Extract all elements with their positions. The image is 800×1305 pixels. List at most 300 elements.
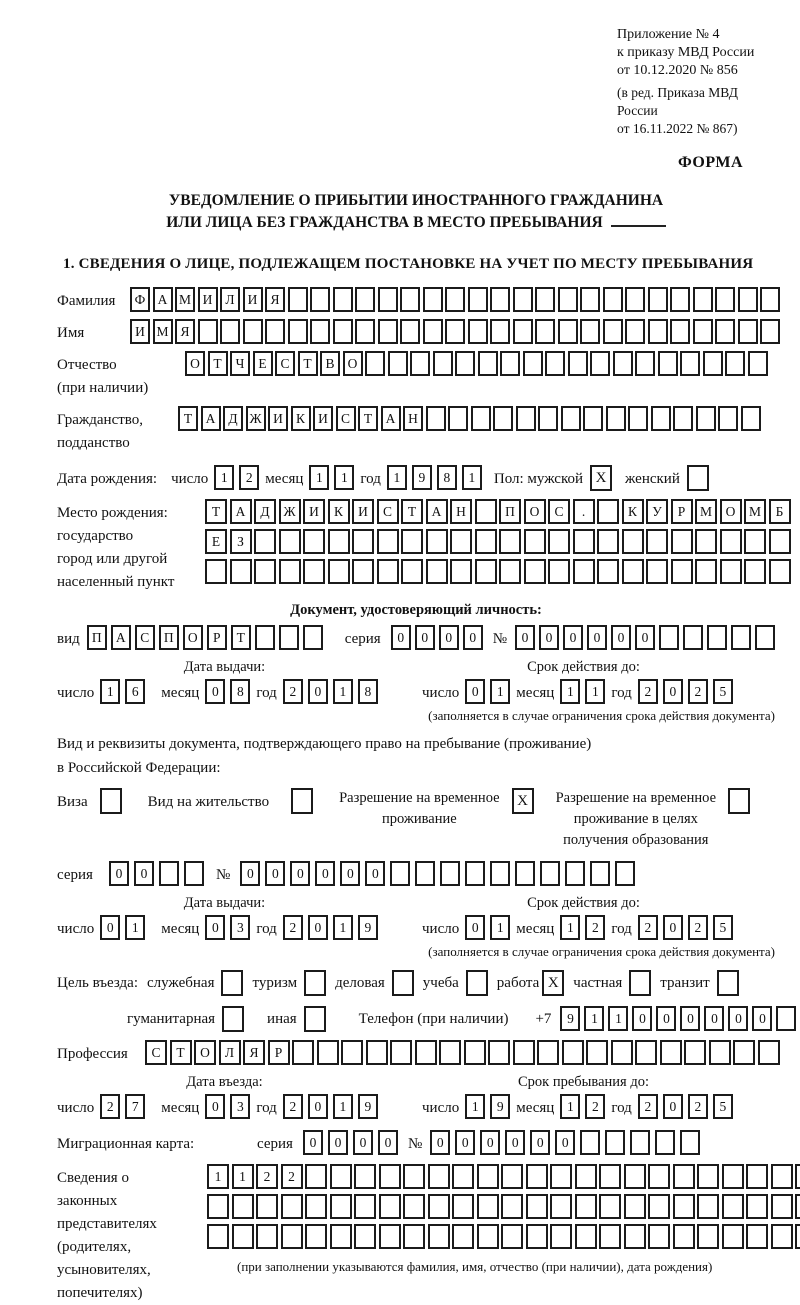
char-cell[interactable] bbox=[450, 559, 472, 584]
char-cell[interactable] bbox=[695, 559, 717, 584]
char-cell[interactable]: С bbox=[377, 499, 399, 524]
char-cell[interactable]: А bbox=[230, 499, 252, 524]
char-cell[interactable]: Ч bbox=[230, 351, 250, 376]
char-cell[interactable]: 9 bbox=[412, 465, 432, 490]
char-cell[interactable]: 2 bbox=[638, 915, 658, 940]
char-cell[interactable]: 0 bbox=[587, 625, 607, 650]
char-cell[interactable]: 2 bbox=[688, 1094, 708, 1119]
char-cell[interactable] bbox=[428, 1224, 450, 1249]
char-cell[interactable] bbox=[352, 529, 374, 554]
char-cell[interactable] bbox=[648, 319, 668, 344]
char-cell[interactable]: К bbox=[328, 499, 350, 524]
char-cell[interactable] bbox=[501, 1224, 523, 1249]
char-cell[interactable]: 9 bbox=[358, 1094, 378, 1119]
char-cell[interactable]: 0 bbox=[455, 1130, 475, 1155]
purpose-study-checkbox[interactable] bbox=[466, 970, 488, 996]
char-cell[interactable]: С bbox=[135, 625, 155, 650]
char-cell[interactable] bbox=[624, 1224, 646, 1249]
char-cell[interactable] bbox=[379, 1194, 401, 1219]
char-cell[interactable]: 1 bbox=[333, 679, 353, 704]
char-cell[interactable] bbox=[580, 287, 600, 312]
char-cell[interactable] bbox=[568, 351, 588, 376]
char-cell[interactable] bbox=[305, 1224, 327, 1249]
purpose-private-checkbox[interactable] bbox=[629, 970, 651, 996]
sex-male-checkbox[interactable]: X bbox=[590, 465, 612, 491]
char-cell[interactable] bbox=[550, 1194, 572, 1219]
purpose-official-checkbox[interactable] bbox=[221, 970, 243, 996]
char-cell[interactable] bbox=[746, 1224, 768, 1249]
char-cell[interactable] bbox=[303, 559, 325, 584]
char-cell[interactable]: Л bbox=[220, 287, 240, 312]
char-cell[interactable] bbox=[400, 319, 420, 344]
char-cell[interactable] bbox=[583, 406, 603, 431]
char-cell[interactable] bbox=[230, 559, 252, 584]
char-cell[interactable]: И bbox=[268, 406, 288, 431]
char-cell[interactable] bbox=[720, 529, 742, 554]
char-cell[interactable]: 0 bbox=[539, 625, 559, 650]
temp-permit-checkbox[interactable]: X bbox=[512, 788, 534, 814]
char-cell[interactable]: Д bbox=[223, 406, 243, 431]
char-cell[interactable] bbox=[355, 287, 375, 312]
char-cell[interactable] bbox=[243, 319, 263, 344]
char-cell[interactable] bbox=[597, 559, 619, 584]
char-cell[interactable]: 0 bbox=[308, 1094, 328, 1119]
char-cell[interactable] bbox=[288, 287, 308, 312]
char-cell[interactable]: 5 bbox=[713, 1094, 733, 1119]
char-cell[interactable]: 0 bbox=[290, 861, 310, 886]
char-cell[interactable]: М bbox=[175, 287, 195, 312]
char-cell[interactable] bbox=[388, 351, 408, 376]
char-cell[interactable]: 0 bbox=[663, 679, 683, 704]
char-cell[interactable] bbox=[403, 1194, 425, 1219]
char-cell[interactable] bbox=[310, 287, 330, 312]
char-cell[interactable] bbox=[562, 1040, 584, 1065]
char-cell[interactable]: Т bbox=[401, 499, 423, 524]
char-cell[interactable] bbox=[725, 351, 745, 376]
char-cell[interactable]: 0 bbox=[611, 625, 631, 650]
char-cell[interactable] bbox=[538, 406, 558, 431]
char-cell[interactable] bbox=[586, 1040, 608, 1065]
char-cell[interactable] bbox=[288, 319, 308, 344]
char-cell[interactable]: Н bbox=[403, 406, 423, 431]
char-cell[interactable]: 0 bbox=[353, 1130, 373, 1155]
char-cell[interactable] bbox=[624, 1164, 646, 1189]
char-cell[interactable]: 1 bbox=[334, 465, 354, 490]
char-cell[interactable] bbox=[630, 1130, 650, 1155]
char-cell[interactable] bbox=[628, 406, 648, 431]
char-cell[interactable] bbox=[426, 559, 448, 584]
char-cell[interactable] bbox=[465, 861, 485, 886]
char-cell[interactable] bbox=[523, 351, 543, 376]
char-cell[interactable]: С bbox=[145, 1040, 167, 1065]
char-cell[interactable] bbox=[452, 1224, 474, 1249]
char-cell[interactable]: 2 bbox=[638, 679, 658, 704]
char-cell[interactable]: 0 bbox=[240, 861, 260, 886]
char-cell[interactable] bbox=[715, 287, 735, 312]
char-cell[interactable] bbox=[220, 319, 240, 344]
char-cell[interactable] bbox=[651, 406, 671, 431]
char-cell[interactable]: С bbox=[548, 499, 570, 524]
char-cell[interactable] bbox=[624, 1194, 646, 1219]
char-cell[interactable] bbox=[659, 625, 679, 650]
char-cell[interactable] bbox=[317, 1040, 339, 1065]
char-cell[interactable]: 0 bbox=[205, 679, 225, 704]
char-cell[interactable] bbox=[232, 1194, 254, 1219]
char-cell[interactable]: 0 bbox=[465, 679, 485, 704]
char-cell[interactable]: О bbox=[194, 1040, 216, 1065]
char-cell[interactable]: 7 bbox=[125, 1094, 145, 1119]
char-cell[interactable] bbox=[795, 1194, 800, 1219]
char-cell[interactable] bbox=[303, 529, 325, 554]
char-cell[interactable]: 8 bbox=[437, 465, 457, 490]
char-cell[interactable]: 0 bbox=[365, 861, 385, 886]
char-cell[interactable]: 0 bbox=[680, 1006, 700, 1031]
char-cell[interactable]: И bbox=[303, 499, 325, 524]
char-cell[interactable]: 0 bbox=[505, 1130, 525, 1155]
char-cell[interactable]: 0 bbox=[555, 1130, 575, 1155]
char-cell[interactable] bbox=[746, 1164, 768, 1189]
char-cell[interactable] bbox=[769, 559, 791, 584]
char-cell[interactable]: 1 bbox=[608, 1006, 628, 1031]
char-cell[interactable] bbox=[513, 319, 533, 344]
char-cell[interactable] bbox=[524, 559, 546, 584]
visa-checkbox[interactable] bbox=[100, 788, 122, 814]
char-cell[interactable] bbox=[516, 406, 536, 431]
char-cell[interactable]: 3 bbox=[230, 915, 250, 940]
char-cell[interactable]: 8 bbox=[358, 679, 378, 704]
char-cell[interactable] bbox=[709, 1040, 731, 1065]
char-cell[interactable]: 0 bbox=[656, 1006, 676, 1031]
char-cell[interactable] bbox=[573, 529, 595, 554]
char-cell[interactable] bbox=[697, 1194, 719, 1219]
char-cell[interactable]: А bbox=[201, 406, 221, 431]
char-cell[interactable] bbox=[292, 1040, 314, 1065]
char-cell[interactable] bbox=[256, 1224, 278, 1249]
char-cell[interactable] bbox=[477, 1194, 499, 1219]
char-cell[interactable]: 0 bbox=[728, 1006, 748, 1031]
char-cell[interactable] bbox=[426, 529, 448, 554]
char-cell[interactable] bbox=[670, 287, 690, 312]
char-cell[interactable] bbox=[401, 559, 423, 584]
char-cell[interactable] bbox=[354, 1194, 376, 1219]
char-cell[interactable] bbox=[352, 559, 374, 584]
char-cell[interactable] bbox=[333, 287, 353, 312]
char-cell[interactable] bbox=[613, 351, 633, 376]
char-cell[interactable] bbox=[741, 406, 761, 431]
char-cell[interactable]: 0 bbox=[308, 679, 328, 704]
char-cell[interactable] bbox=[550, 1164, 572, 1189]
char-cell[interactable] bbox=[733, 1040, 755, 1065]
char-cell[interactable] bbox=[561, 406, 581, 431]
char-cell[interactable]: 1 bbox=[490, 679, 510, 704]
char-cell[interactable]: 9 bbox=[490, 1094, 510, 1119]
char-cell[interactable]: 0 bbox=[480, 1130, 500, 1155]
char-cell[interactable] bbox=[635, 351, 655, 376]
char-cell[interactable]: 0 bbox=[265, 861, 285, 886]
char-cell[interactable] bbox=[771, 1224, 793, 1249]
char-cell[interactable] bbox=[671, 559, 693, 584]
char-cell[interactable] bbox=[758, 1040, 780, 1065]
char-cell[interactable] bbox=[423, 319, 443, 344]
char-cell[interactable] bbox=[695, 529, 717, 554]
char-cell[interactable] bbox=[526, 1224, 548, 1249]
char-cell[interactable] bbox=[513, 1040, 535, 1065]
char-cell[interactable] bbox=[599, 1194, 621, 1219]
char-cell[interactable] bbox=[575, 1164, 597, 1189]
char-cell[interactable]: Р bbox=[268, 1040, 290, 1065]
char-cell[interactable]: М bbox=[153, 319, 173, 344]
char-cell[interactable]: Р bbox=[207, 625, 227, 650]
char-cell[interactable] bbox=[715, 319, 735, 344]
char-cell[interactable] bbox=[590, 861, 610, 886]
char-cell[interactable] bbox=[558, 287, 578, 312]
char-cell[interactable] bbox=[769, 529, 791, 554]
char-cell[interactable]: Я bbox=[175, 319, 195, 344]
char-cell[interactable]: И bbox=[243, 287, 263, 312]
char-cell[interactable] bbox=[776, 1006, 796, 1031]
char-cell[interactable] bbox=[207, 1224, 229, 1249]
char-cell[interactable] bbox=[279, 625, 299, 650]
char-cell[interactable] bbox=[611, 1040, 633, 1065]
char-cell[interactable]: 1 bbox=[584, 1006, 604, 1031]
purpose-business-checkbox[interactable] bbox=[392, 970, 414, 996]
char-cell[interactable] bbox=[341, 1040, 363, 1065]
char-cell[interactable] bbox=[673, 1194, 695, 1219]
char-cell[interactable] bbox=[680, 1130, 700, 1155]
char-cell[interactable] bbox=[281, 1194, 303, 1219]
char-cell[interactable] bbox=[760, 287, 780, 312]
char-cell[interactable] bbox=[379, 1224, 401, 1249]
char-cell[interactable] bbox=[731, 625, 751, 650]
char-cell[interactable] bbox=[795, 1224, 800, 1249]
char-cell[interactable]: З bbox=[230, 529, 252, 554]
char-cell[interactable] bbox=[575, 1194, 597, 1219]
char-cell[interactable] bbox=[305, 1194, 327, 1219]
char-cell[interactable] bbox=[501, 1194, 523, 1219]
char-cell[interactable] bbox=[232, 1224, 254, 1249]
char-cell[interactable]: О bbox=[524, 499, 546, 524]
char-cell[interactable]: К bbox=[291, 406, 311, 431]
char-cell[interactable] bbox=[771, 1194, 793, 1219]
char-cell[interactable] bbox=[433, 351, 453, 376]
char-cell[interactable]: 1 bbox=[333, 1094, 353, 1119]
char-cell[interactable] bbox=[722, 1194, 744, 1219]
char-cell[interactable] bbox=[599, 1164, 621, 1189]
char-cell[interactable] bbox=[377, 559, 399, 584]
char-cell[interactable]: 0 bbox=[100, 915, 120, 940]
char-cell[interactable]: 1 bbox=[333, 915, 353, 940]
char-cell[interactable]: С bbox=[275, 351, 295, 376]
char-cell[interactable]: М bbox=[744, 499, 766, 524]
purpose-tourism-checkbox[interactable] bbox=[304, 970, 326, 996]
char-cell[interactable]: 0 bbox=[704, 1006, 724, 1031]
char-cell[interactable] bbox=[159, 861, 179, 886]
char-cell[interactable] bbox=[597, 529, 619, 554]
char-cell[interactable] bbox=[703, 351, 723, 376]
char-cell[interactable] bbox=[655, 1130, 675, 1155]
char-cell[interactable]: Д bbox=[254, 499, 276, 524]
char-cell[interactable]: И bbox=[130, 319, 150, 344]
char-cell[interactable] bbox=[526, 1164, 548, 1189]
char-cell[interactable]: 0 bbox=[632, 1006, 652, 1031]
char-cell[interactable] bbox=[455, 351, 475, 376]
char-cell[interactable]: 1 bbox=[465, 1094, 485, 1119]
char-cell[interactable] bbox=[354, 1224, 376, 1249]
char-cell[interactable]: 1 bbox=[560, 679, 580, 704]
char-cell[interactable] bbox=[597, 499, 619, 524]
char-cell[interactable]: 0 bbox=[563, 625, 583, 650]
char-cell[interactable] bbox=[281, 1224, 303, 1249]
char-cell[interactable]: 0 bbox=[463, 625, 483, 650]
char-cell[interactable]: 0 bbox=[315, 861, 335, 886]
char-cell[interactable] bbox=[403, 1164, 425, 1189]
char-cell[interactable]: 0 bbox=[340, 861, 360, 886]
char-cell[interactable] bbox=[550, 1224, 572, 1249]
char-cell[interactable] bbox=[477, 1224, 499, 1249]
char-cell[interactable] bbox=[635, 1040, 657, 1065]
char-cell[interactable]: 1 bbox=[232, 1164, 254, 1189]
char-cell[interactable]: 0 bbox=[752, 1006, 772, 1031]
char-cell[interactable]: 0 bbox=[430, 1130, 450, 1155]
char-cell[interactable]: 2 bbox=[585, 1094, 605, 1119]
purpose-work-checkbox[interactable]: X bbox=[542, 970, 564, 996]
char-cell[interactable]: 2 bbox=[283, 1094, 303, 1119]
char-cell[interactable]: 2 bbox=[281, 1164, 303, 1189]
char-cell[interactable]: 1 bbox=[585, 679, 605, 704]
char-cell[interactable]: 0 bbox=[205, 1094, 225, 1119]
char-cell[interactable] bbox=[448, 406, 468, 431]
char-cell[interactable] bbox=[648, 287, 668, 312]
char-cell[interactable]: А bbox=[426, 499, 448, 524]
char-cell[interactable]: Т bbox=[231, 625, 251, 650]
char-cell[interactable] bbox=[673, 1164, 695, 1189]
char-cell[interactable] bbox=[535, 319, 555, 344]
char-cell[interactable]: Ж bbox=[279, 499, 301, 524]
char-cell[interactable] bbox=[526, 1194, 548, 1219]
char-cell[interactable] bbox=[746, 1194, 768, 1219]
char-cell[interactable]: П bbox=[87, 625, 107, 650]
char-cell[interactable]: 0 bbox=[635, 625, 655, 650]
char-cell[interactable]: 2 bbox=[283, 679, 303, 704]
char-cell[interactable] bbox=[558, 319, 578, 344]
char-cell[interactable] bbox=[445, 319, 465, 344]
char-cell[interactable] bbox=[207, 1194, 229, 1219]
char-cell[interactable] bbox=[499, 529, 521, 554]
char-cell[interactable]: Н bbox=[450, 499, 472, 524]
char-cell[interactable] bbox=[646, 559, 668, 584]
char-cell[interactable]: 0 bbox=[515, 625, 535, 650]
char-cell[interactable] bbox=[403, 1224, 425, 1249]
char-cell[interactable] bbox=[333, 319, 353, 344]
char-cell[interactable]: П bbox=[499, 499, 521, 524]
char-cell[interactable] bbox=[499, 559, 521, 584]
char-cell[interactable]: 0 bbox=[308, 915, 328, 940]
temp-permit-edu-checkbox[interactable] bbox=[728, 788, 750, 814]
char-cell[interactable] bbox=[471, 406, 491, 431]
purpose-other-checkbox[interactable] bbox=[304, 1006, 326, 1032]
char-cell[interactable] bbox=[478, 351, 498, 376]
char-cell[interactable] bbox=[205, 559, 227, 584]
char-cell[interactable] bbox=[426, 406, 446, 431]
char-cell[interactable] bbox=[720, 559, 742, 584]
char-cell[interactable] bbox=[755, 625, 775, 650]
char-cell[interactable]: Р bbox=[671, 499, 693, 524]
char-cell[interactable] bbox=[475, 559, 497, 584]
char-cell[interactable]: 8 bbox=[230, 679, 250, 704]
char-cell[interactable] bbox=[683, 625, 703, 650]
char-cell[interactable]: С bbox=[336, 406, 356, 431]
char-cell[interactable] bbox=[428, 1194, 450, 1219]
char-cell[interactable] bbox=[490, 319, 510, 344]
char-cell[interactable]: 1 bbox=[214, 465, 234, 490]
char-cell[interactable]: А bbox=[153, 287, 173, 312]
char-cell[interactable]: У bbox=[646, 499, 668, 524]
char-cell[interactable]: О bbox=[185, 351, 205, 376]
char-cell[interactable] bbox=[580, 1130, 600, 1155]
char-cell[interactable] bbox=[464, 1040, 486, 1065]
purpose-humanitarian-checkbox[interactable] bbox=[222, 1006, 244, 1032]
char-cell[interactable] bbox=[680, 351, 700, 376]
char-cell[interactable] bbox=[184, 861, 204, 886]
char-cell[interactable] bbox=[548, 559, 570, 584]
char-cell[interactable] bbox=[328, 559, 350, 584]
char-cell[interactable] bbox=[670, 319, 690, 344]
char-cell[interactable]: Т bbox=[298, 351, 318, 376]
char-cell[interactable]: Ф bbox=[130, 287, 150, 312]
char-cell[interactable]: 0 bbox=[205, 915, 225, 940]
char-cell[interactable] bbox=[540, 861, 560, 886]
char-cell[interactable]: 1 bbox=[207, 1164, 229, 1189]
char-cell[interactable]: 2 bbox=[585, 915, 605, 940]
char-cell[interactable] bbox=[303, 625, 323, 650]
char-cell[interactable] bbox=[305, 1164, 327, 1189]
char-cell[interactable] bbox=[410, 351, 430, 376]
char-cell[interactable] bbox=[400, 287, 420, 312]
char-cell[interactable]: 0 bbox=[663, 1094, 683, 1119]
char-cell[interactable] bbox=[795, 1164, 800, 1189]
char-cell[interactable] bbox=[501, 1164, 523, 1189]
char-cell[interactable]: Я bbox=[265, 287, 285, 312]
char-cell[interactable] bbox=[537, 1040, 559, 1065]
char-cell[interactable]: 0 bbox=[134, 861, 154, 886]
char-cell[interactable] bbox=[671, 529, 693, 554]
char-cell[interactable] bbox=[366, 1040, 388, 1065]
char-cell[interactable] bbox=[673, 406, 693, 431]
char-cell[interactable]: 0 bbox=[439, 625, 459, 650]
char-cell[interactable]: 2 bbox=[688, 915, 708, 940]
char-cell[interactable]: Т bbox=[170, 1040, 192, 1065]
char-cell[interactable] bbox=[488, 1040, 510, 1065]
char-cell[interactable]: Т bbox=[178, 406, 198, 431]
char-cell[interactable]: 9 bbox=[560, 1006, 580, 1031]
char-cell[interactable]: А bbox=[111, 625, 131, 650]
char-cell[interactable]: 6 bbox=[125, 679, 145, 704]
char-cell[interactable]: 2 bbox=[100, 1094, 120, 1119]
char-cell[interactable] bbox=[545, 351, 565, 376]
char-cell[interactable] bbox=[328, 529, 350, 554]
char-cell[interactable]: Т bbox=[358, 406, 378, 431]
char-cell[interactable]: В bbox=[320, 351, 340, 376]
purpose-transit-checkbox[interactable] bbox=[717, 970, 739, 996]
char-cell[interactable]: Т bbox=[208, 351, 228, 376]
char-cell[interactable]: 3 bbox=[230, 1094, 250, 1119]
sex-female-checkbox[interactable] bbox=[687, 465, 709, 491]
char-cell[interactable]: 0 bbox=[303, 1130, 323, 1155]
char-cell[interactable] bbox=[279, 529, 301, 554]
char-cell[interactable]: Е bbox=[205, 529, 227, 554]
char-cell[interactable] bbox=[439, 1040, 461, 1065]
char-cell[interactable] bbox=[738, 287, 758, 312]
